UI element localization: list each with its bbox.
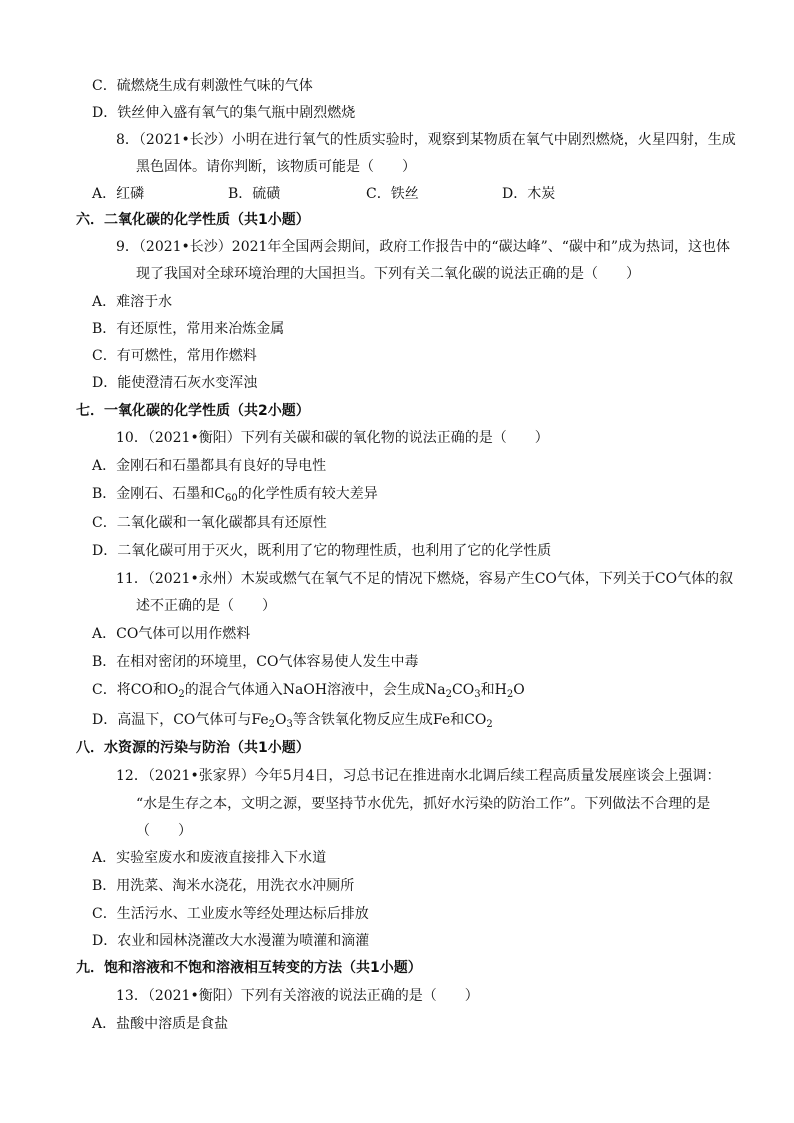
section-7-heading: 七．一氧化碳的化学性质（共2小题） [76, 403, 310, 419]
q11-option-c: C．将CO和$O_2$的混合气体通入NaOH溶液中，会生成$Na_2CO_3$和$H_2O$ [92, 682, 525, 700]
q12-option-d: D．农业和园林浇灌改大水漫灌为喷灌和滴灌 [92, 933, 370, 949]
q9-option-b: B．有还原性，常用来冶炼金属 [92, 321, 285, 337]
q9-stem-line1: 9．（2021•长沙）2021年全国两会期间，政府工作报告中的“碳达峰”、“碳中和”成为热词，这也体 [116, 239, 731, 255]
q10-option-a: A．金刚石和石墨都具有良好的导电性 [92, 458, 327, 474]
q13-option-a: A．盐酸中溶质是食盐 [92, 1016, 229, 1032]
q12-stem-line3: （ ） [136, 823, 192, 839]
q13-stem: 13．（2021•衡阳）下列有关溶液的说法正确的是（ ） [116, 988, 479, 1004]
q12-option-c: C．生活污水、工业废水等经处理达标后排放 [92, 906, 369, 922]
q12-option-b: B．用洗菜、淘米水浇花，用洗衣水冲厕所 [92, 878, 355, 894]
q8-option-a: A．红磷 [92, 186, 145, 202]
q12-stem-line1: 12．（2021•张家界）今年5月4日，习总书记在推进南水北调后续工程高质量发展座谈会上强调： [116, 768, 721, 784]
q11-option-d: D．高温下，CO气体可与$Fe_2O_3$等含铁氧化物反应生成Fe和$CO_2$ [92, 712, 493, 730]
q11-option-b: B．在相对密闭的环境里，CO气体容易使人发生中毒 [92, 654, 419, 670]
q8-stem-line2: 黑色固体。请你判断，该物质可能是（ ） [136, 159, 416, 175]
q10-option-b: B．金刚石、石墨和$C_{60}$的化学性质有较大差异 [92, 486, 378, 504]
section-8-heading: 八．水资源的污染与防治（共1小题） [76, 740, 310, 756]
section-9-heading: 九．饱和溶液和不饱和溶液相互转变的方法（共1小题） [76, 960, 422, 976]
q10-stem: 10．（2021•衡阳）下列有关碳和碳的氧化物的说法正确的是（ ） [116, 430, 549, 446]
q7-option-c: C．硫燃烧生成有刺激性气味的气体 [92, 78, 313, 94]
q11-stem-line1: 11．（2021•永州）木炭或燃气在氧气不足的情况下燃烧，容易产生CO气体，下列关于CO气体的叙 [116, 571, 734, 587]
q9-option-a: A．难溶于水 [92, 294, 173, 310]
q9-option-c: C．有可燃性，常用作燃料 [92, 348, 257, 364]
q11-option-a: A．CO气体可以用作燃料 [92, 626, 251, 642]
q7-option-d: D．铁丝伸入盛有氧气的集气瓶中剧烈燃烧 [92, 105, 356, 121]
q10-option-d: D．二氧化碳可用于灭火，既利用了它的物理性质，也利用了它的化学性质 [92, 543, 552, 559]
q9-stem-line2: 现了我国对全球环境治理的大国担当。下列有关二氧化碳的说法正确的是（ ） [136, 266, 640, 282]
q8-option-b: B．硫磺 [228, 186, 281, 202]
q8-option-c: C．铁丝 [366, 186, 419, 202]
q8-option-d: D．木炭 [502, 186, 556, 202]
q10-option-c: C．二氧化碳和一氧化碳都具有还原性 [92, 515, 327, 531]
q8-stem-line1: 8．（2021•长沙）小明在进行氧气的性质实验时，观察到某物质在氧气中剧烈燃烧，火星四射，生成 [116, 132, 736, 148]
q12-option-a: A．实验室废水和废液直接排入下水道 [92, 850, 327, 866]
q8-options [92, 184, 555, 204]
q9-option-d: D．能使澄清石灰水变浑浊 [92, 375, 258, 391]
section-6-heading: 六．二氧化碳的化学性质（共1小题） [76, 212, 310, 228]
q11-stem-line2: 述不正确的是（ ） [136, 598, 276, 614]
q12-stem-line2: “水是生存之本，文明之源，要坚持节水优先，抓好水污染的防治工作”。下列做法不合理的是 [136, 796, 711, 812]
